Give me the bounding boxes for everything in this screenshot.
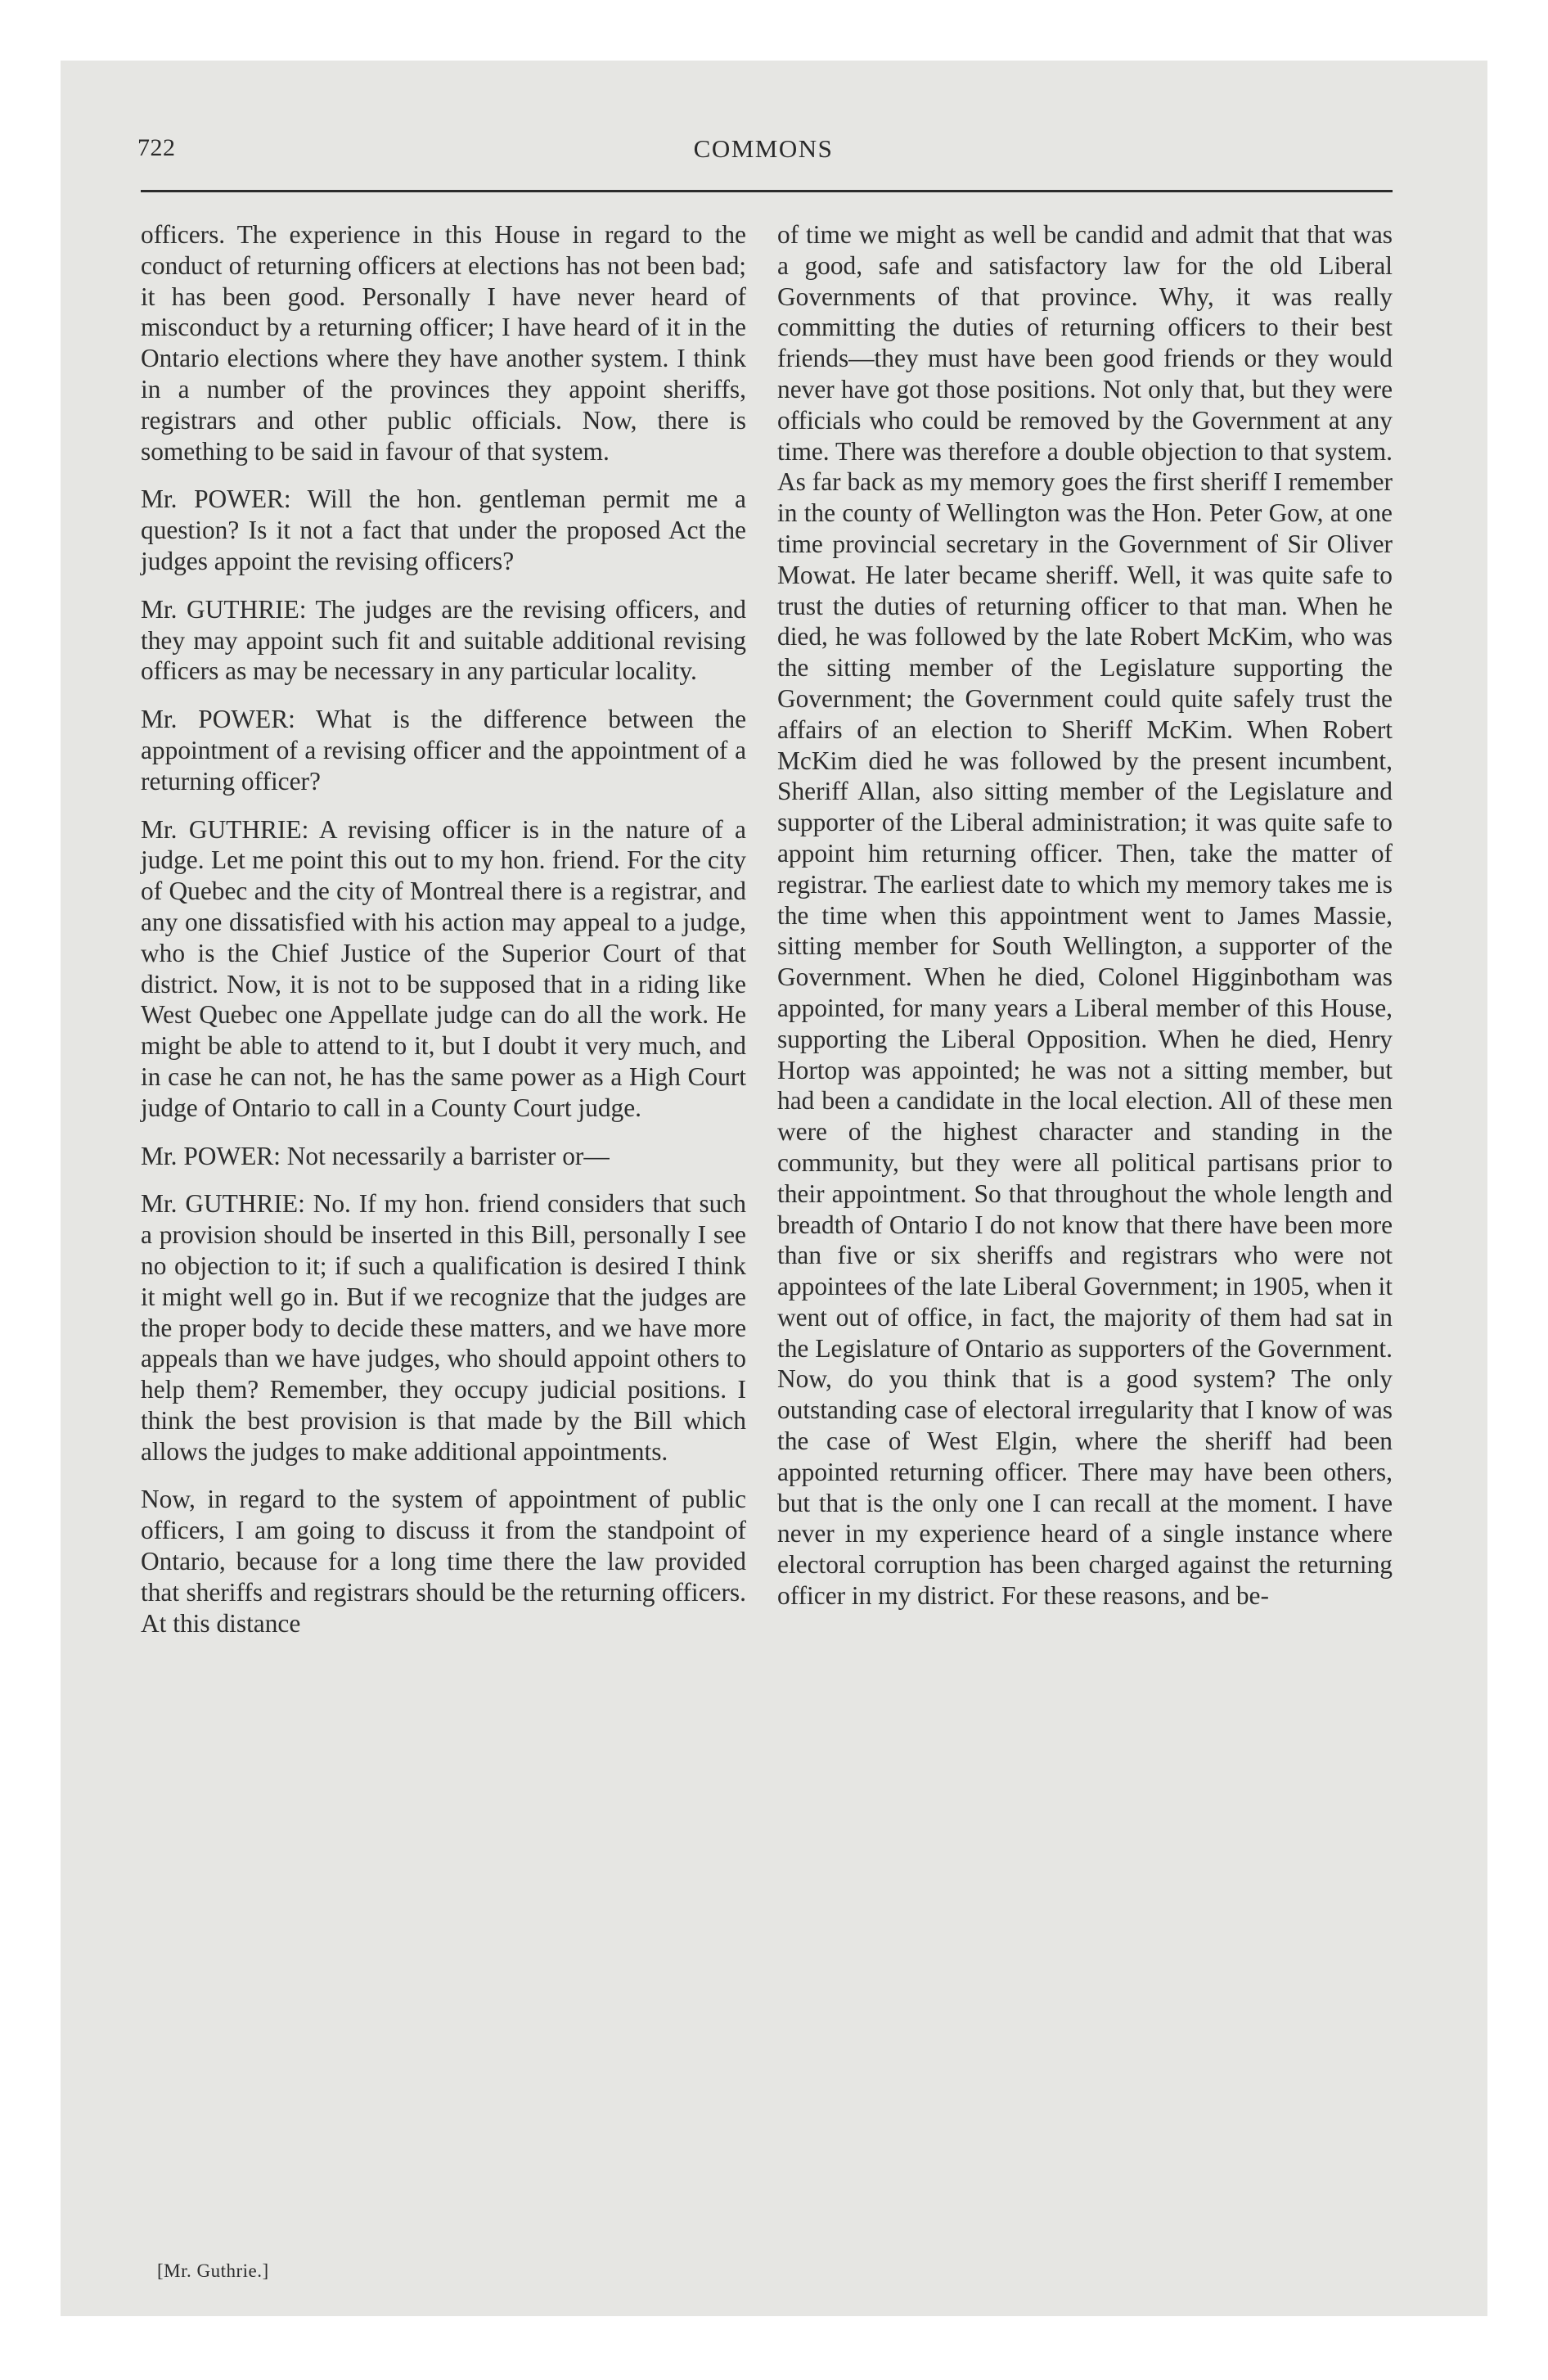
paragraph: Now, in regard to the system of appointment of public officers, I am going to discuss it from the standpoint of Ontario, because for a long time there the law provided that sheriffs and registrars should be the returning officers. At this distance: [141, 1485, 746, 1638]
running-head: COMMONS: [693, 134, 834, 163]
paragraph: of time we might as well be candid and admit that that was a good, safe and satisfactory law for the old Liberal Governments of that province. Why, it was really committing the duties of returning officers to their best friends—they must have been good friends or they would never have got those positions. Not only that, but they were officials who could be removed by the Government at any time. There was therefore a double objection to that system. As far back as my memory goes the first sheriff I remember in the county of Wellington was the Hon. Peter Gow, at one time provincial secretary in the Government of Sir Oliver Mowat. He later became sheriff. Well, it was quite safe to trust the duties of returning officer to that man. When he died, he was followed by the late Robert McKim, who was the sitting member of the Legislature supporting the Government; the Government could quite safely trust the affairs of an election to Sheriff McKim. When Robert McKim died he was followed by the present incumbent, Sheriff Allan, also sitting member of the Legislature and supporter of the Liberal administration; it was quite safe to appoint him returning officer. Then, take the matter of registrar. The earliest date to which my memory takes me is the time when this appointment went to James Massie, sitting member for South Wellington, a supporter of the Government. When he died, Colonel Higginbotham was appointed, for many years a Liberal member of this House, supporting the Liberal Opposition. When he died, Henry Hortop was appointed; he was not a sitting member, but had been a candidate in the local election. All of these men were of the highest character and standing in the community, but they were all political partisans prior to their appointment. So that throughout the whole length and breadth of Ontario I do not know that there have been more than five or six sheriffs and registrars who were not appointees of the late Liberal Government; in 1905, when it went out of office, in fact, the majority of them had sat in the Legislature of Ontario as supporters of the Government. Now, do you think that is a good system? The only outstanding case of electoral irregularity that I know of was the case of West Elgin, where the sheriff had been appointed returning officer. There may have been others, but that is the only one I can recall at the moment. I have never in my experience heard of a single instance where electoral corruption has been charged against the returning officer in my district. For these reasons, and be-: [777, 220, 1393, 1611]
paragraph: Mr. POWER: Will the hon. gentleman permit me a question? Is it not a fact that under the proposed Act the judges appoint the revising officers?: [141, 485, 746, 575]
page-number: 722: [137, 134, 176, 161]
paragraph: officers. The experience in this House in regard to the conduct of returning officers at elections has not been bad; it has been good. Personally I have never heard of misconduct by a returning officer; I have heard of it in the Ontario elections where they have another system. I think in a number of the provinces they appoint sheriffs, registrars and other public officials. Now, there is something to be said in favour of that system.: [141, 220, 746, 466]
paragraph: Mr. GUTHRIE: A revising officer is in the nature of a judge. Let me point this out to my hon. friend. For the city of Quebec and the city of Montreal there is a registrar, and any one dissatisfied with his action may appeal to a judge, who is the Chief Justice of the Superior Court of that district. Now, it is not to be supposed that in a riding like West Quebec one Appellate judge can do all the work. He might be able to attend to it, but I doubt it very much, and in case he can not, he has the same power as a High Court judge of Ontario to call in a County Court judge.: [141, 814, 746, 1122]
right-column: [777, 219, 1393, 1629]
left-column: [141, 219, 746, 1656]
speaker-attribution: [Mr. Guthrie.]: [157, 2261, 269, 2281]
page-header: [137, 131, 1389, 172]
paragraph: Mr. GUTHRIE: No. If my hon. friend considers that such a provision should be inserted in this Bill, personally I see no objection to it; if such a qualification is desired I think it might well go in. But if we recognize that the judges are the proper body to decide these matters, and we have more appeals than we have judges, who should appoint others to help them? Remember, they occupy judicial positions. I think the best provision is that made by the Bill which allows the judges to make additional appointments.: [141, 1189, 746, 1466]
header-rule: [141, 190, 1393, 192]
paragraph: Mr. POWER: What is the difference between the appointment of a revising officer and the appointment of a returning officer?: [141, 705, 746, 796]
paragraph: Mr. POWER: Not necessarily a barrister or—: [141, 1141, 610, 1170]
paragraph: Mr. GUTHRIE: The judges are the revising officers, and they may appoint such fit and suitable additional revising officers as may be necessary in any particular locality.: [141, 594, 746, 686]
